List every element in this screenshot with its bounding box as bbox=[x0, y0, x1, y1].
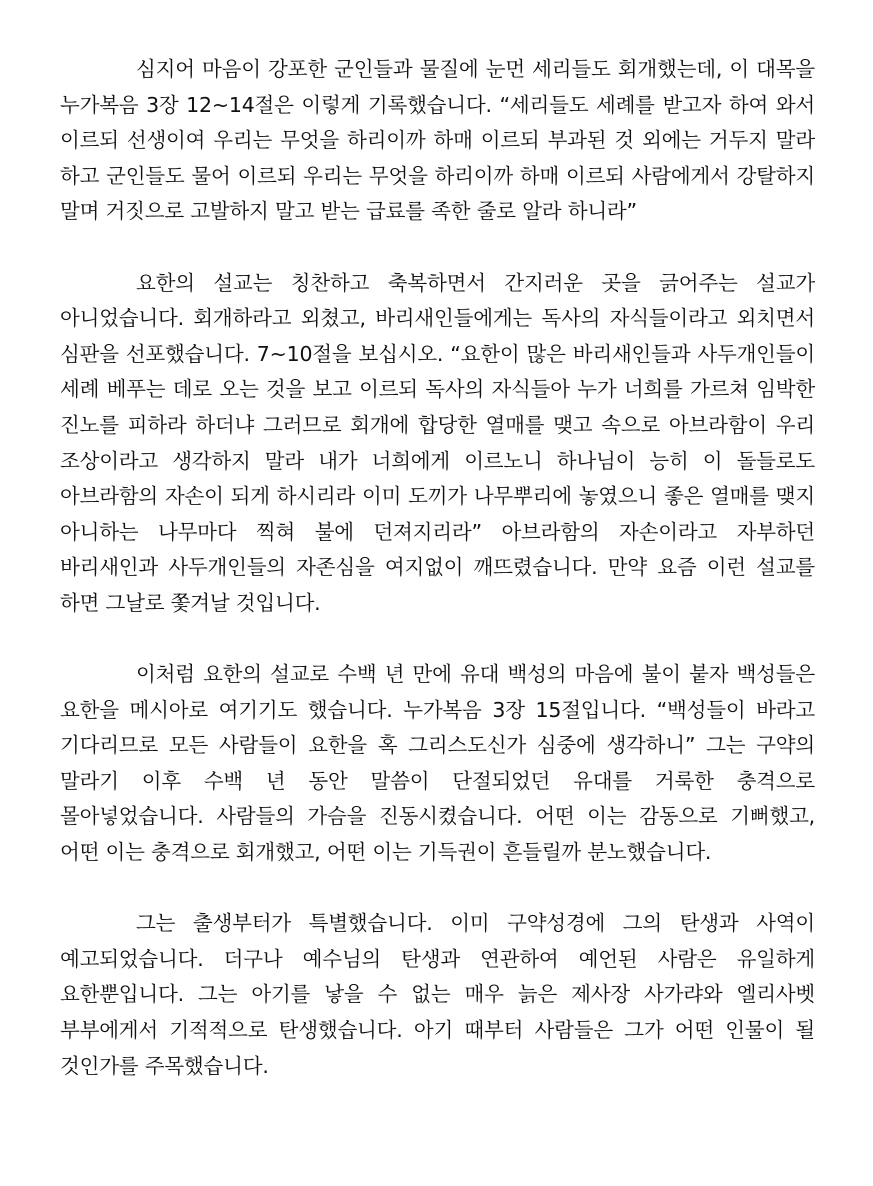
document-page bbox=[60, 52, 815, 1084]
paragraph-3: 이처럼 요한의 설교로 수백 년 만에 유대 백성의 마음에 불이 붙자 백성들은 요한을 메시아로 여기기도 했습니다. 누가복음 3장 15절입니다. “백성들이 바라고 기다리므로 모든 사람들이 요한을 혹 그리스도신가 심중에 생각하니” 그는 구약의 말라기 이후 수백 년 동안 말씀이 단절되었던 유대를 거룩한 충격으로 몰아넣었습니다. 사람들의 가슴을 진동시켰습니다. 어떤 이는 감동으로 기뻐했고, 어떤 이는 충격으로 회개했고, 어떤 이는 기득권이 흔들릴까 분노했습니다. bbox=[60, 662, 815, 865]
paragraph-1: 심지어 마음이 강포한 군인들과 물질에 눈먼 세리들도 회개했는데, 이 대목을 누가복음 3장 12~14절은 이렇게 기록했습니다. “세리들도 세례를 받고자 하여 와서 이르되 선생이여 우리는 무엇을 하리이까 하매 이르되 부과된 것 외에는 거두지 말라 하고 군인들도 물어 이르되 우리는 무엇을 하리이까 하매 이르되 사람에게서 강탈하지 말며 거짓으로 고발하지 말고 받는 급료를 족한 줄로 알라 하니라” bbox=[60, 57, 815, 224]
paragraph-4: 그는 출생부터가 특별했습니다. 이미 구약성경에 그의 탄생과 사역이 예고되었습니다. 더구나 예수님의 탄생과 연관하여 예언된 사람은 유일하게 요한뿐입니다. 그는 아기를 낳을 수 없는 매우 늙은 제사장 사가랴와 엘리사벳 부부에게서 기적적으로 탄생했습니다. 아기 때부터 사람들은 그가 어떤 인물이 될 것인가를 주목했습니다. bbox=[60, 911, 815, 1078]
paragraph-2: 요한의 설교는 칭찬하고 축복하면서 간지러운 곳을 긁어주는 설교가 아니었습니다. 회개하라고 외쳤고, 바리새인들에게는 독사의 자식들이라고 외치면서 심판을 선포했습니다. 7~10절을 보십시오. “요한이 많은 바리새인들과 사두개인들이 세례 베푸는 데로 오는 것을 보고 이르되 독사의 자식들아 누가 너희를 가르쳐 임박한 진노를 피하라 하더냐 그러므로 회개에 합당한 열매를 맺고 속으로 아브라함이 우리 조상이라고 생각하지 말라 내가 너희에게 이르노니 하나님이 능히 이 돌들로도 아브라함의 자손이 되게 하시리라 이미 도끼가 나무뿌리에 놓였으니 좋은 열매를 맺지 아니하는 나무마다 찍혀 불에 던져지리라” 아브라함의 자손이라고 자부하던 바리새인과 사두개인들의 자존심을 여지없이 깨뜨렸습니다. 만약 요즘 이런 설교를 하면 그날로 쫓겨날 것입니다. bbox=[60, 270, 815, 615]
